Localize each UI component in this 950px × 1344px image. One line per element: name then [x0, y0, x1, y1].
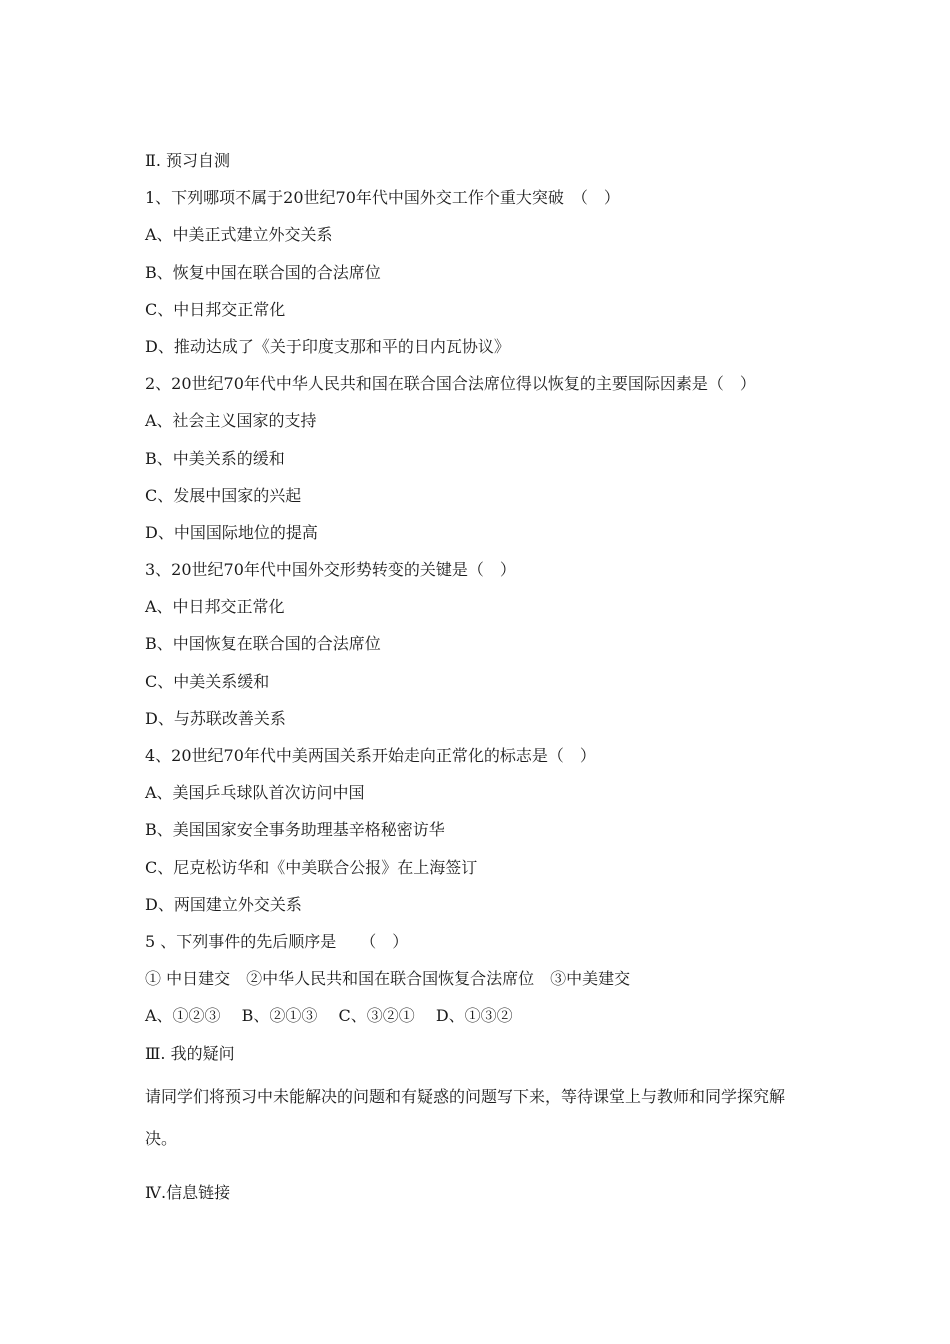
question-stem: 3、20世纪70年代中国外交形势转变的关键是（ ）: [145, 560, 516, 580]
question-option: B、美国国家安全事务助理基辛格秘密访华: [145, 820, 445, 840]
question-option: A、中日邦交正常化: [145, 597, 285, 617]
document-page: [145, 146, 825, 1215]
question-option: C、中美关系缓和: [145, 671, 270, 691]
question-option: C、中日邦交正常化: [145, 299, 286, 319]
spacer: [145, 1160, 825, 1178]
question-option: A、①②③ B、②①③ C、③②① D、①③②: [145, 1006, 513, 1026]
question-events-list: ① 中日建交 ②中华人民共和国在联合国恢复合法席位 ③中美建交: [145, 969, 631, 989]
question-option: C、发展中国家的兴起: [145, 485, 302, 505]
question-option: B、中国恢复在联合国的合法席位: [145, 634, 381, 654]
instruction-paragraph: 请同学们将预习中未能解决的问题和有疑惑的问题写下来，等待课堂上与教师和同学探究解决。: [145, 1086, 786, 1148]
section-heading-preview-test: Ⅱ. 预习自测: [145, 151, 231, 170]
question-option: D、两国建立外交关系: [145, 894, 302, 914]
question-option: A、美国乒乓球队首次访问中国: [145, 783, 365, 803]
question-stem: 5 、下列事件的先后顺序是 （ ）: [145, 931, 409, 951]
question-option: A、中美正式建立外交关系: [145, 225, 333, 245]
section-heading-my-questions: Ⅲ. 我的疑问: [145, 1043, 235, 1063]
question-option: B、中美关系的缓和: [145, 448, 285, 468]
question-stem: 1、下列哪项不属于20世纪70年代中国外交工作个重大突破 （ ）: [145, 188, 620, 208]
question-option: D、中国国际地位的提高: [145, 522, 318, 542]
question-option: B、恢复中国在联合国的合法席位: [145, 262, 381, 282]
question-stem: 2、20世纪70年代中华人民共和国在联合国合法席位得以恢复的主要国际因素是（ ）: [145, 374, 756, 394]
question-option: D、与苏联改善关系: [145, 708, 286, 728]
section-heading-info-link: Ⅳ.信息链接: [145, 1182, 231, 1202]
question-option: C、尼克松访华和《中美联合公报》在上海签订: [145, 857, 478, 877]
question-stem: 4、20世纪70年代中美两国关系开始走向正常化的标志是（ ）: [145, 746, 596, 765]
question-option: A、社会主义国家的支持: [145, 411, 317, 431]
question-option: D、推动达成了《关于印度支那和平的日内瓦协议》: [145, 336, 510, 356]
